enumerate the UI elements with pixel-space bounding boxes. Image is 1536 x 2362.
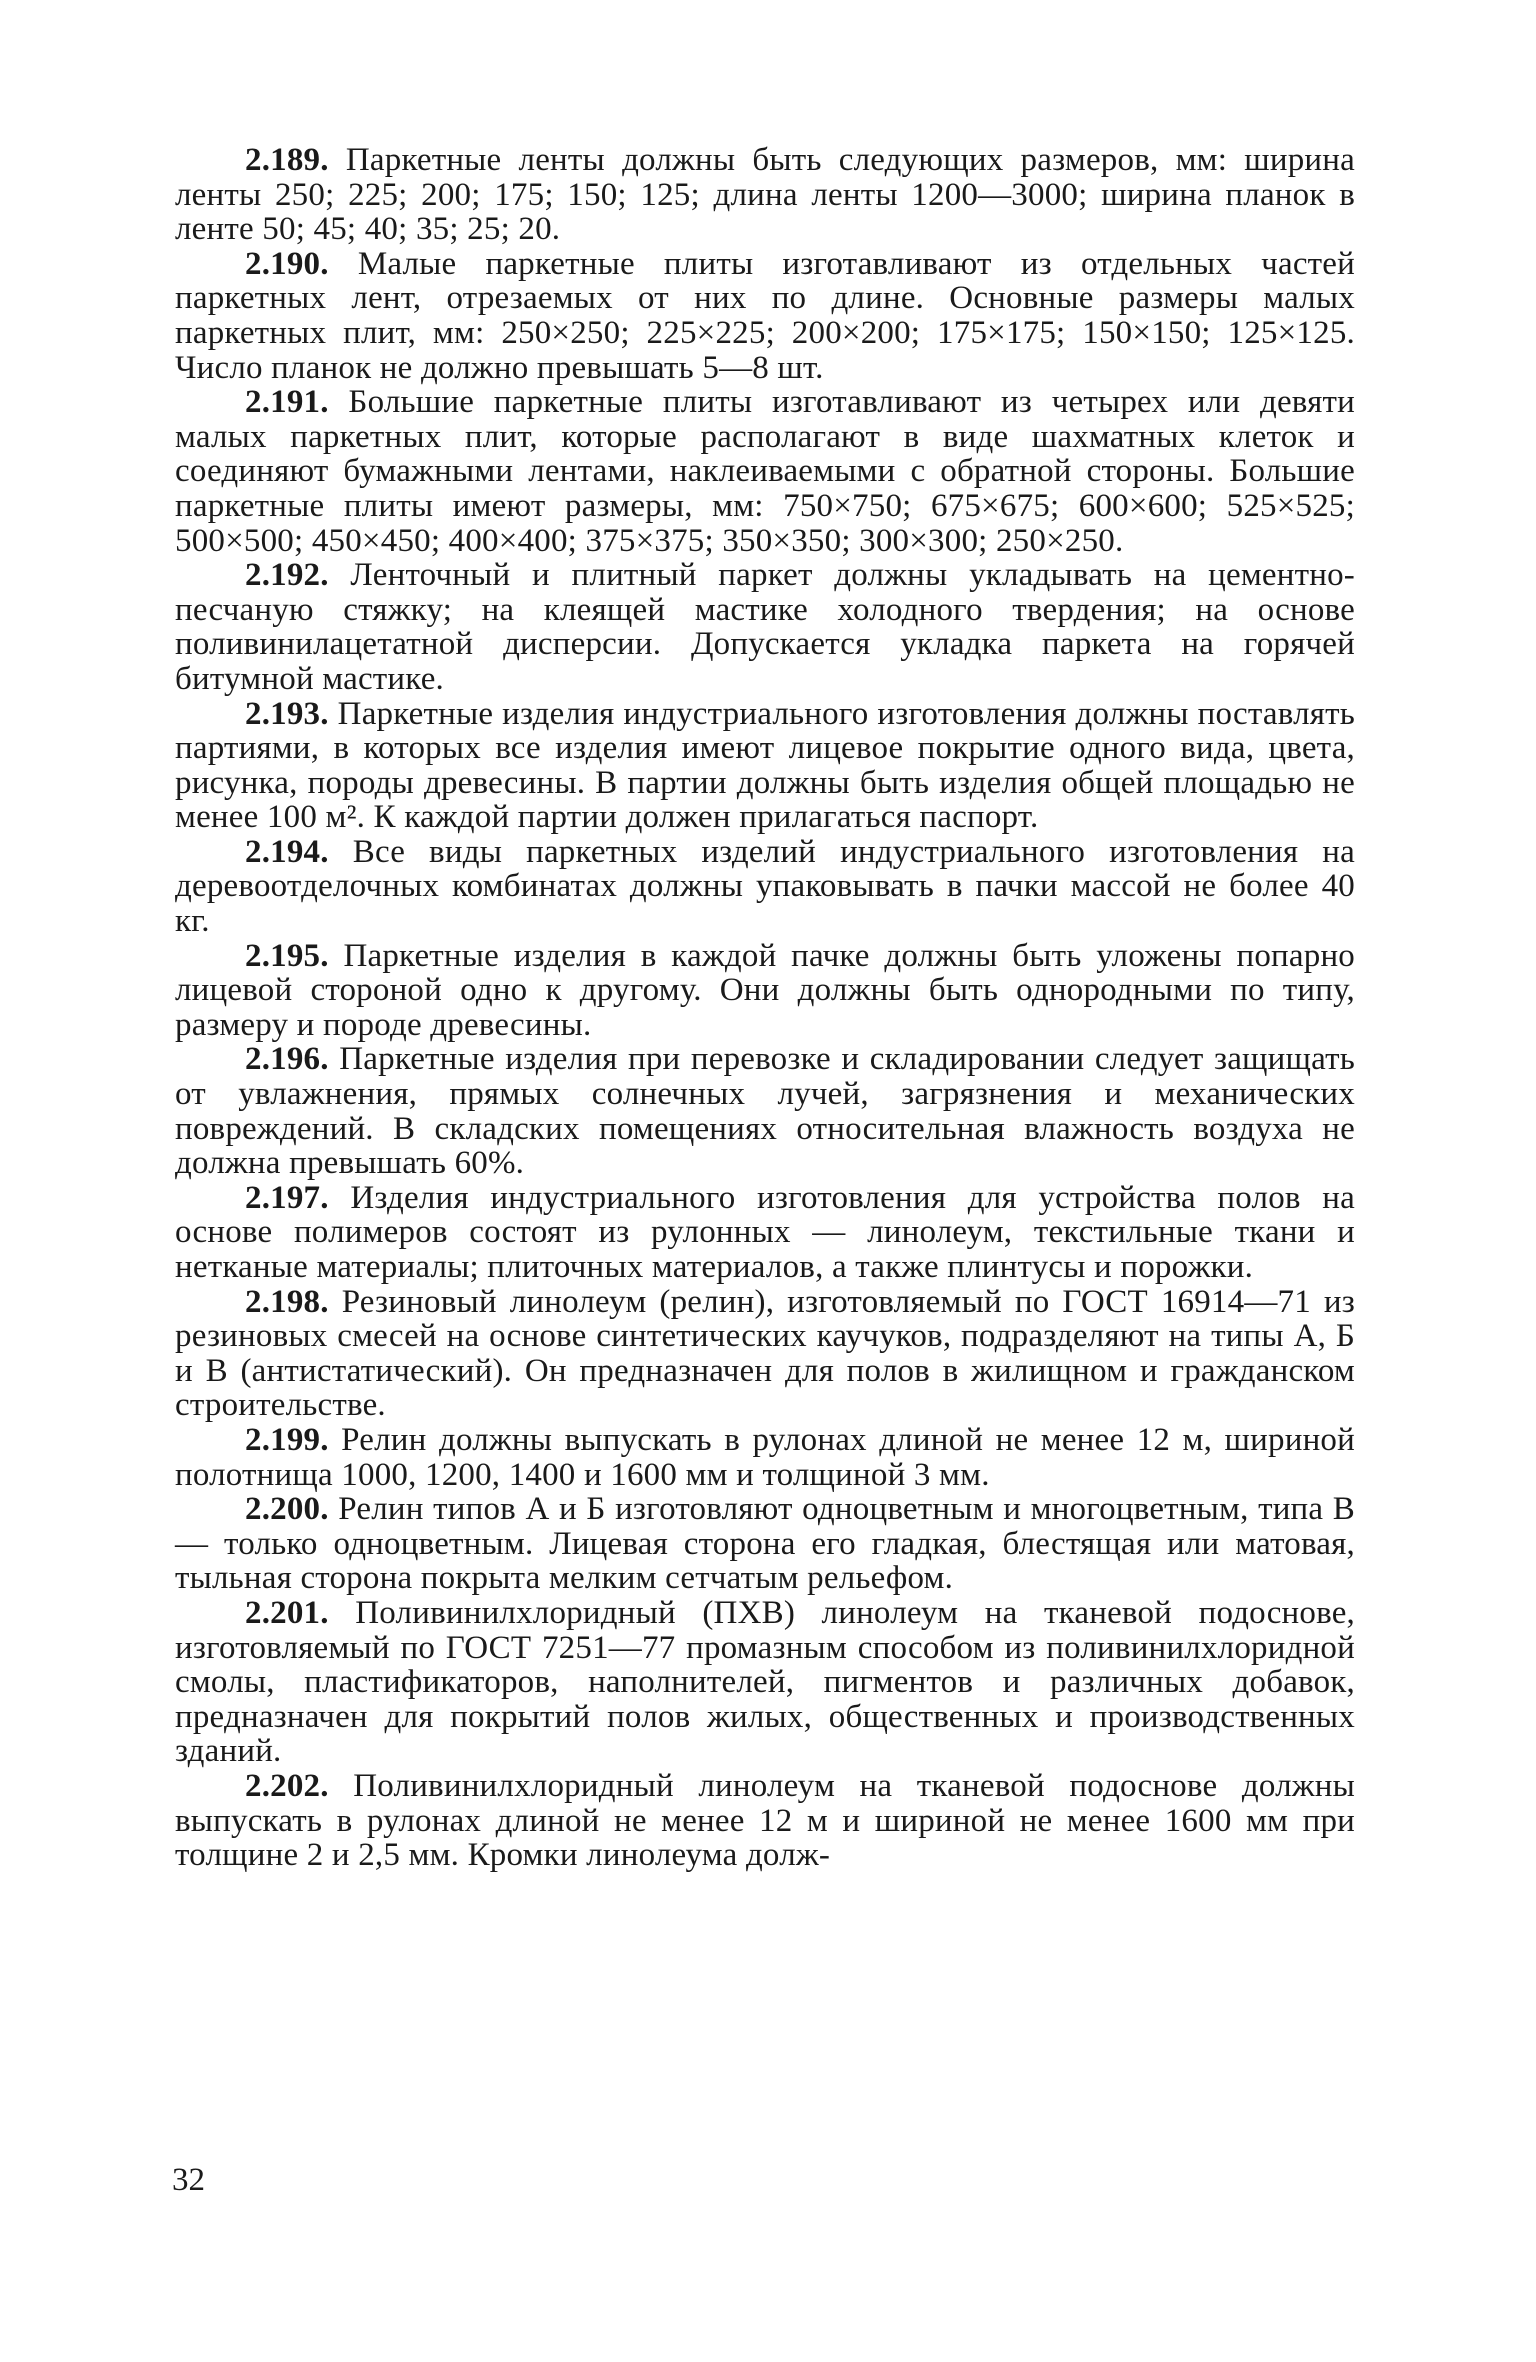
paragraph-2-195 xyxy=(175,939,1355,1043)
page-body xyxy=(175,143,1355,1873)
paragraph-2-189 xyxy=(175,143,1355,247)
paragraph-number: 2.200. xyxy=(245,1491,329,1528)
paragraph-number: 2.192. xyxy=(245,557,329,594)
paragraph-number: 2.189. xyxy=(245,142,329,178)
paragraph-number: 2.202. xyxy=(245,1767,329,1804)
paragraph-text: Изделия индустриального изготовления для устройства полов на основе полимеров состоят из рулонных — линолеум, текстильные ткани и нетканые материалы; плиточных материалов, а также плинтусы и порожки. xyxy=(175,1179,1355,1285)
paragraph-number: 2.197. xyxy=(245,1179,329,1216)
paragraph-text: Паркетные изделия в каждой пачке должны быть уложены попарно лицевой стороной одно к другому. Они должны быть однородными по типу, размеру и породе древесины. xyxy=(175,937,1356,1043)
paragraph-text: Паркетные ленты должны быть следующих размеров, мм: ширина ленты 250; 225; 200; 175; 150; 125; длина ленты 1200—3000; ширина планок в ленте 50; 45; 40; 35; 25; 20. xyxy=(175,142,1356,248)
paragraph-number: 2.193. xyxy=(245,695,329,732)
paragraph-text: Поливинилхлоридный (ПХВ) линолеум на тканевой подоснове, изготовляемый по ГОСТ 7251—77 промазным способом из поливинилхлоридной смолы, пластификаторов, наполнителей, пигментов и различных добавок, предназначен для покрытий полов жилых, общественных и производственных зданий. xyxy=(175,1594,1355,1770)
paragraph-text: Резиновый линолеум (релин), изготовляемый по ГОСТ 16914—71 из резиновых смесей на основе синтетических каучуков, подразделяют на типы А, Б и В (антистатический). Он предназначен для полов в жилищном и гражданском строительстве. xyxy=(175,1283,1355,1424)
paragraph-2-194 xyxy=(175,835,1355,939)
paragraph-number: 2.199. xyxy=(245,1421,329,1458)
paragraph-number: 2.201. xyxy=(245,1594,329,1631)
paragraph-2-190 xyxy=(175,247,1355,385)
paragraph-text: Релин типов А и Б изготовляют одноцветным и многоцветным, типа В — только одноцветным. Лицевая сторона его гладкая, блестящая или матовая, тыльная сторона покрыта мелким сетчатым рельефом. xyxy=(175,1491,1355,1597)
paragraph-text: Ленточный и плитный паркет должны укладывать на цементно-песчаную стяжку; на клеящей мастике холодного твердения; на основе поливинилацетатной дисперсии. Допускается укладка паркета на горячей битумной мастике. xyxy=(175,557,1355,697)
paragraph-number: 2.190. xyxy=(245,245,329,282)
paragraph-number: 2.198. xyxy=(245,1283,329,1320)
paragraph-number: 2.194. xyxy=(245,833,329,870)
paragraph-text: Поливинилхлоридный линолеум на тканевой подоснове должны выпускать в рулонах длиной не менее 12 м и шириной не менее 1600 мм при толщине 2 и 2,5 мм. Кромки линолеума долж- xyxy=(175,1767,1355,1874)
paragraph-text: Паркетные изделия при перевозке и складировании следует защищать от увлажнения, прямых солнечных лучей, загрязнения и механических повреждений. В складских помещениях относительная влажность воздуха не должна превышать 60%. xyxy=(175,1041,1356,1182)
paragraph-text: Паркетные изделия индустриального изготовления должны поставлять партиями, в которых все изделия имеют лицевое покрытие одного вида, цвета, рисунка, породы древесины. В партии должны быть изделия общей площадью не менее 100 м². К каждой партии должен прилагаться паспорт. xyxy=(175,695,1355,836)
paragraph-2-196 xyxy=(175,1042,1355,1180)
paragraph-text: Все виды паркетных изделий индустриального изготовления на деревоотделочных комбинатах должны упаковывать в пачки массой не более 40 кг. xyxy=(175,833,1356,940)
paragraph-2-200 xyxy=(175,1492,1355,1596)
paragraph-2-197 xyxy=(175,1181,1355,1285)
page-number: 32 xyxy=(172,2162,205,2198)
paragraph-2-193 xyxy=(175,697,1355,835)
paragraph-2-199 xyxy=(175,1423,1355,1492)
paragraph-text: Малые паркетные плиты изготавливают из отдельных частей паркетных лент, отрезаемых от них по длине. Основные размеры малых паркетных плит, мм: 250×250; 225×225; 200×200; 175×175; 150×150; 125×125. Число планок не должно превышать 5—8 шт. xyxy=(175,245,1356,386)
paragraph-2-191 xyxy=(175,385,1355,558)
paragraph-2-201 xyxy=(175,1596,1355,1769)
paragraph-number: 2.195. xyxy=(245,937,329,974)
paragraph-text: Большие паркетные плиты изготавливают из четырех или девяти малых паркетных плит, которые располагают в виде шахматных клеток и соединяют бумажными лентами, наклеиваемыми с обратной стороны. Большие паркетные плиты имеют размеры, мм: 750×750; 675×675; 600×600; 525×525; 500×500; 450×450; 400×400; 375×375; 350×350; 300×300; 250×250. xyxy=(175,384,1356,559)
paragraph-2-198 xyxy=(175,1285,1355,1423)
paragraph-number: 2.196. xyxy=(245,1041,329,1078)
paragraph-2-192 xyxy=(175,558,1355,696)
paragraph-text: Релин должны выпускать в рулонах длиной не менее 12 м, шириной полотнища 1000, 1200, 1400 и 1600 мм и толщиной 3 мм. xyxy=(175,1421,1355,1493)
paragraph-number: 2.191. xyxy=(245,384,329,421)
paragraph-2-202 xyxy=(175,1769,1355,1873)
